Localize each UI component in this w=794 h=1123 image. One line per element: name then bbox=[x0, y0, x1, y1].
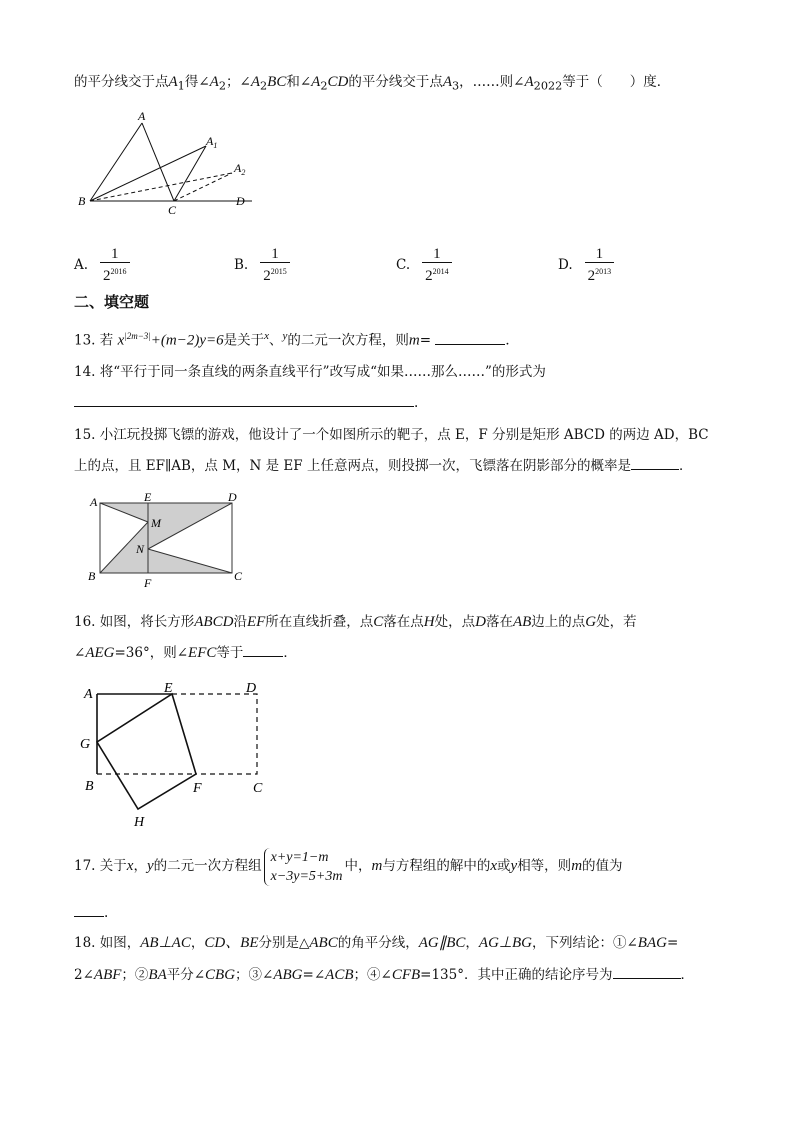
q18-text: 的角平分线， bbox=[337, 935, 419, 951]
q13-text: ． bbox=[505, 332, 519, 349]
q17-var: m bbox=[371, 858, 383, 874]
frac-num: 1 bbox=[111, 246, 119, 262]
q18-var: CD、BE bbox=[204, 935, 259, 951]
q17-equation-system bbox=[264, 848, 343, 886]
q12-sub: 2 bbox=[320, 79, 328, 93]
q12-var: A bbox=[442, 74, 452, 90]
q14-text: . bbox=[414, 395, 419, 411]
q13-var: m bbox=[408, 332, 420, 349]
q16-text: 沿 bbox=[233, 614, 247, 630]
q17-text: ， bbox=[133, 858, 147, 874]
option-a[interactable] bbox=[74, 246, 130, 284]
q16-text: 处，点 bbox=[434, 614, 476, 630]
label-b: B bbox=[85, 779, 94, 794]
q18-text: ． bbox=[680, 967, 694, 983]
q14-answer-blank[interactable] bbox=[74, 392, 414, 407]
q15-answer-blank[interactable] bbox=[631, 455, 679, 470]
q13-var: x bbox=[264, 330, 270, 342]
frac-num: 1 bbox=[595, 246, 604, 262]
label-g: G bbox=[80, 737, 91, 752]
option-label: A. bbox=[74, 257, 89, 273]
q12-text: 和∠ bbox=[286, 74, 312, 90]
q16-var: EF bbox=[246, 614, 266, 630]
q17-var: y bbox=[146, 858, 154, 874]
option-b[interactable] bbox=[234, 246, 290, 284]
label-a: A bbox=[84, 687, 93, 702]
q12-var: A bbox=[168, 74, 178, 90]
q13-answer-blank[interactable] bbox=[435, 330, 505, 345]
label-e: E bbox=[164, 681, 173, 696]
option-c[interactable] bbox=[396, 246, 452, 284]
q18-var: AG⊥BG bbox=[478, 935, 532, 951]
q14-answer-line bbox=[74, 392, 418, 414]
q17-text: 的值为 bbox=[582, 858, 623, 874]
frac-num: 1 bbox=[433, 246, 441, 262]
frac-den: $2^{2013}$ bbox=[585, 262, 615, 284]
label-c: C bbox=[253, 781, 263, 796]
q12-sub: 2022 bbox=[533, 79, 563, 93]
q12-sub: 1 bbox=[177, 79, 185, 93]
q16-text: 边上的点 bbox=[531, 614, 586, 630]
q16-var: C bbox=[373, 614, 384, 630]
q18-var: AG∥BC bbox=[418, 935, 466, 951]
q16-var: EFC bbox=[188, 645, 217, 661]
q18-text: ；③∠ bbox=[235, 967, 274, 983]
q15-text: ． bbox=[678, 458, 693, 474]
q17-text: 的二元一次方程组 bbox=[153, 858, 262, 874]
q16-var: ABCD bbox=[194, 614, 234, 630]
q16-text: ∠ bbox=[74, 645, 86, 661]
label-c: C bbox=[234, 569, 243, 583]
q12-var: A bbox=[209, 74, 219, 90]
option-fraction bbox=[260, 246, 290, 284]
q17-var: x bbox=[126, 858, 134, 874]
q12-var: A bbox=[250, 74, 260, 90]
option-d[interactable] bbox=[558, 246, 614, 284]
q17-var: m bbox=[571, 858, 583, 874]
q16-line1 bbox=[74, 611, 637, 633]
frac-num: 1 bbox=[271, 246, 279, 262]
q16-text: =36°，则∠ bbox=[114, 645, 189, 661]
q16-var: H bbox=[423, 614, 435, 630]
q16-answer-blank[interactable] bbox=[243, 642, 283, 657]
q15-text: 15. 小江玩投掷飞镖的游戏，他设计了一个如图所示的靶子，点 E，F 分别是矩形 ABCD 的两边 AD，BC bbox=[74, 427, 709, 443]
q13-text: 、 bbox=[269, 332, 283, 349]
q16-text: ． bbox=[283, 645, 297, 661]
q18-text: 分别是△ bbox=[258, 935, 310, 951]
label-n: N bbox=[136, 542, 145, 556]
q18-var: ABF bbox=[93, 967, 122, 983]
q18-line2 bbox=[74, 964, 694, 986]
label-c: C bbox=[168, 203, 177, 217]
q12-sub: 2 bbox=[259, 79, 268, 93]
q18-text: ；② bbox=[121, 967, 149, 983]
q17-var: y bbox=[510, 858, 518, 874]
option-fraction bbox=[100, 246, 130, 284]
option-fraction bbox=[585, 246, 615, 284]
label-b: B bbox=[78, 194, 86, 208]
q13-line bbox=[74, 325, 519, 352]
label-d: D bbox=[228, 490, 237, 504]
q16-text: 所在直线折叠，点 bbox=[265, 614, 374, 630]
q12-line bbox=[74, 71, 670, 98]
q18-var: ACB bbox=[325, 967, 354, 983]
q18-text: 2∠ bbox=[74, 967, 94, 983]
q18-var: CBG bbox=[205, 967, 236, 983]
q18-var: AB⊥AC bbox=[140, 935, 191, 951]
q16-line2 bbox=[74, 642, 297, 664]
q18-text: ， bbox=[465, 935, 479, 951]
label-f: F bbox=[144, 576, 152, 590]
q12-text: 的平分线交于点 bbox=[348, 74, 443, 90]
line-ba2 bbox=[90, 173, 232, 201]
q17-answer-line bbox=[74, 902, 108, 924]
q18-text: =135°．其中正确的结论序号为 bbox=[420, 967, 613, 983]
option-label: D. bbox=[558, 257, 573, 273]
q12-text: ；∠ bbox=[226, 74, 251, 90]
line-ba1 bbox=[90, 146, 206, 201]
q17-text: 中， bbox=[344, 858, 372, 874]
q18-text: =∠ bbox=[302, 967, 326, 983]
option-fraction bbox=[422, 246, 452, 284]
q13-text: 是关于 bbox=[223, 332, 265, 349]
label-a1: $A_1$ bbox=[206, 134, 218, 150]
frac-den: $2^{2016}$ bbox=[100, 262, 130, 284]
q18-text: ， bbox=[190, 935, 205, 951]
label-b: B bbox=[88, 569, 96, 583]
q17-text: 17. 关于 bbox=[74, 858, 127, 874]
label-d: D bbox=[236, 194, 245, 208]
section-heading: 二、填空题 bbox=[74, 293, 150, 311]
label-m: M bbox=[151, 516, 161, 530]
frac-den: $2^{2014}$ bbox=[422, 262, 452, 284]
q12-text: 得∠ bbox=[184, 74, 210, 90]
label-f: F bbox=[193, 781, 202, 796]
q14-text: 14. 将“平行于同一条直线的两条直线平行”改写成“如果……那么……”的形式为 bbox=[74, 364, 546, 380]
q16-text: 处，若 bbox=[596, 614, 637, 630]
option-label: C. bbox=[396, 257, 411, 273]
q17-var: x bbox=[490, 858, 498, 874]
q16-var: G bbox=[585, 614, 597, 630]
q12-var: A bbox=[524, 74, 534, 90]
q16-var: D bbox=[475, 614, 486, 630]
q16-var: AB bbox=[512, 614, 532, 630]
q12-text: 的平分线交于点 bbox=[74, 74, 169, 90]
q12-var: BC bbox=[267, 74, 287, 90]
q18-var: ABG bbox=[273, 967, 303, 983]
q17-text: . bbox=[104, 905, 109, 921]
q18-text: ；④∠ bbox=[353, 967, 392, 983]
q17-eq1: x+y=1−m bbox=[270, 849, 329, 865]
q16-text: 16. 如图，将长方形 bbox=[74, 614, 195, 630]
q18-var: ABC bbox=[309, 935, 338, 951]
q15-figure bbox=[84, 490, 254, 590]
q16-text: 落在 bbox=[485, 614, 513, 630]
q17-text: 与方程组的解中的 bbox=[382, 858, 491, 874]
q18-line1 bbox=[74, 932, 678, 954]
q17-eq2: x−3y=5+3m bbox=[270, 868, 343, 884]
q16-figure bbox=[74, 680, 274, 830]
q12-figure bbox=[74, 108, 264, 220]
q15-line2 bbox=[74, 455, 692, 477]
q13-text: = bbox=[419, 332, 432, 349]
label-a: A bbox=[90, 495, 98, 509]
q18-text: 平分∠ bbox=[166, 967, 206, 983]
q18-var: BAG bbox=[637, 935, 667, 951]
q17-line bbox=[74, 843, 623, 889]
q13-exp: |2m−3| bbox=[124, 331, 151, 341]
q18-answer-blank[interactable] bbox=[613, 964, 681, 979]
q18-text: = bbox=[666, 935, 679, 951]
label-e: E bbox=[144, 490, 152, 504]
folded-quad bbox=[97, 694, 196, 809]
q13-text: 13. 若 bbox=[74, 332, 114, 349]
q12-var: CD bbox=[327, 74, 349, 90]
option-label: B. bbox=[234, 257, 249, 273]
label-a: A bbox=[138, 109, 146, 123]
label-d: D bbox=[246, 681, 257, 696]
q13-var: y bbox=[282, 330, 288, 342]
q18-var: CFB bbox=[391, 967, 421, 983]
q17-text: 或 bbox=[497, 858, 511, 874]
line-ba bbox=[90, 123, 142, 201]
q13-eq: +(m−2)y=6 bbox=[150, 332, 224, 349]
q18-text: ，下列结论：①∠ bbox=[531, 935, 638, 951]
q18-var: BA bbox=[148, 967, 167, 983]
q12-var: A bbox=[311, 74, 321, 90]
q16-text: 等于 bbox=[216, 645, 244, 661]
q17-text: 相等，则 bbox=[517, 858, 572, 874]
q12-sub: 3 bbox=[452, 79, 460, 93]
q18-text: 18. 如图， bbox=[74, 935, 141, 951]
q17-answer-blank[interactable] bbox=[74, 902, 104, 917]
q12-text: ，……则∠ bbox=[459, 74, 525, 90]
q13-text: 的二元一次方程，则 bbox=[287, 332, 409, 349]
q12-text: 等于（ ）度． bbox=[562, 74, 671, 90]
label-h: H bbox=[134, 815, 145, 830]
label-a2: $A_2$ bbox=[234, 161, 246, 177]
q16-text: 落在点 bbox=[383, 614, 424, 630]
frac-den: $2^{2015}$ bbox=[260, 262, 290, 284]
q15-text: 上的点，且 EF∥AB，点 M，N 是 EF 上任意两点，则投掷一次，飞镖落在阴影部分的概率是 bbox=[74, 458, 631, 474]
q16-var: AEG bbox=[85, 645, 115, 661]
q13-var: x bbox=[117, 332, 125, 349]
q12-sub: 2 bbox=[218, 79, 226, 93]
